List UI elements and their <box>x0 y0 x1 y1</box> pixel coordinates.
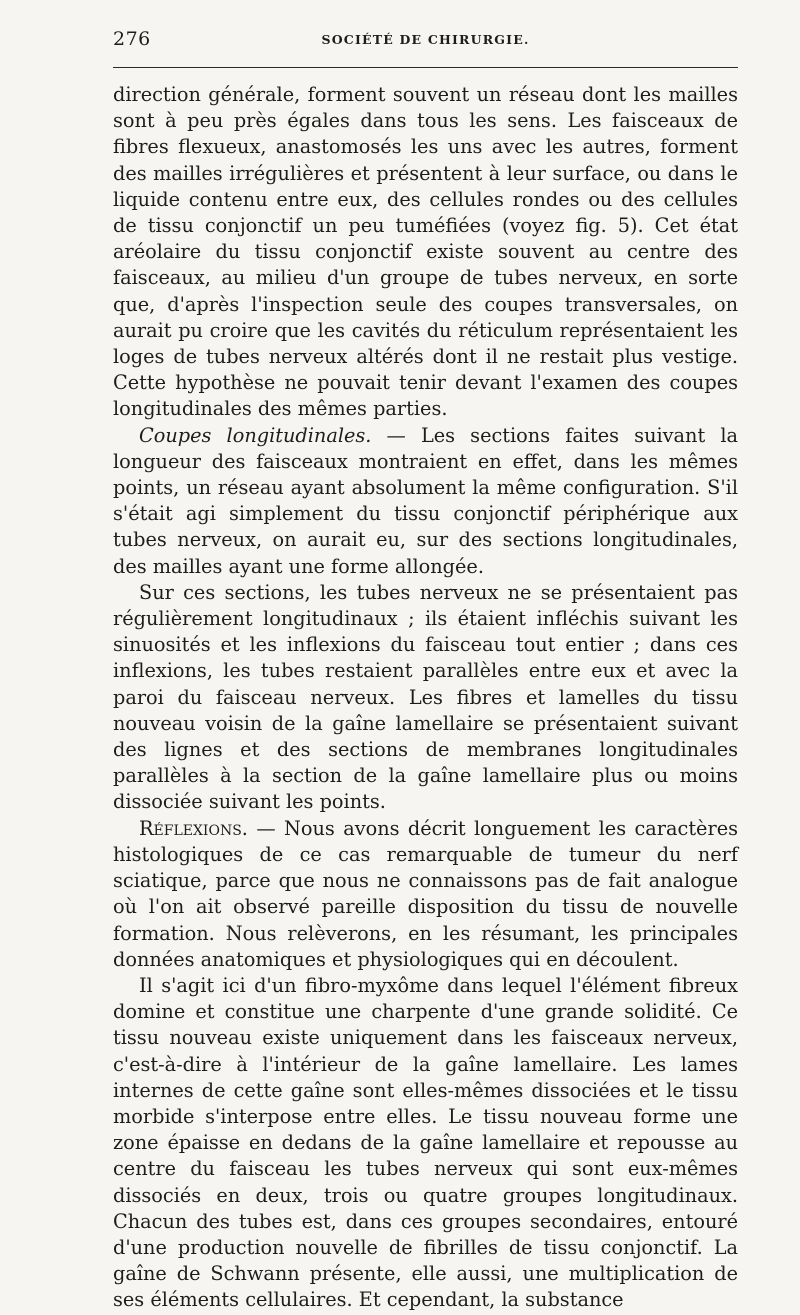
journal-title: SOCIÉTÉ DE CHIRURGIE. <box>321 32 530 47</box>
paragraph-text: — Les sections faites suivant la longueur des faisceaux montraient en effet, dans les mêmes points, un réseau ayant absolument la même configuration. S'il s'était agi simplement du tissu conjonctif périphérique aux tubes nerveux, on aurait eu, sur des sections longitudinales, des mailles ayant une forme allongée. <box>113 423 738 578</box>
paragraph-continuation <box>113 82 738 423</box>
paragraph-reflexions <box>113 816 738 973</box>
header-rule <box>113 67 738 68</box>
page <box>113 28 738 1314</box>
paragraph-text: Sur ces sections, les tubes nerveux ne se présentaient pas régulièrement longitudinaux ; ils étaient infléchis suivant les sinuosités et les inflexions du faisceau tout entier ; dans ces inflexions, les tubes restaient parallèles entre eux et avec la paroi du faisceau nerveux. Les fibres et lamelles du tissu nouveau voisin de la gaîne lamellaire se présentaient suivant des lignes et des sections de membranes longitudinales parallèles à la section de la gaîne lamellaire plus ou moins dissociée suivant les points. <box>113 580 738 814</box>
page-number: 276 <box>113 28 151 50</box>
paragraph-text: — Nous avons décrit longuement les caractères histologiques de ce cas remarquable de tumeur du nerf sciatique, parce que nous ne connaissons pas de fait analogue où l'on ait observé pareille disposition du tissu de nouvelle formation. Nous relèverons, en les résumant, les principales données anatomiques et physiologiques qui en découlent. <box>113 816 738 971</box>
section-heading-coupes-longitudinales: Coupes longitudinales. <box>139 423 372 447</box>
running-head <box>113 28 738 58</box>
paragraph-text: Il s'agit ici d'un fibro-myxôme dans lequel l'élément fibreux domine et constitue une charpente d'une grande solidité. Ce tissu nouveau existe uniquement dans les faisceaux nerveux, c'est-à-dire à l'intérieur de la gaîne lamellaire. Les lames internes de cette gaîne sont elles-mêmes dissociées et le tissu morbide s'interpose entre elles. Le tissu nouveau forme une zone épaisse en dedans de la gaîne lamellaire et repousse au centre du faisceau les tubes nerveux qui sont eux-mêmes dissociés en deux, trois ou quatre groupes longitudinaux. Chacun des tubes est, dans ces groupes secondaires, entouré d'une production nouvelle de fibrilles de tissu conjonctif. La gaîne de Schwann présente, elle aussi, une multiplication de ses éléments cellulaires. Et cependant, la substance <box>113 973 738 1312</box>
paragraph-sections <box>113 580 738 816</box>
body-text <box>113 82 738 1314</box>
section-heading-reflexions: Réflexions. <box>139 816 248 840</box>
paragraph-coupes-longitudinales <box>113 423 738 580</box>
paragraph-fibro-myxome <box>113 973 738 1314</box>
paragraph-text: direction générale, forment souvent un réseau dont les mailles sont à peu près égales dans tous les sens. Les faisceaux de fibres flexueux, anastomosés les uns avec les autres, forment des mailles irrégulières et présentent à leur surface, ou dans le liquide contenu entre eux, des cellules rondes ou des cellules de tissu conjonctif un peu tuméfiées (voyez fig. 5). Cet état aréolaire du tissu conjonctif existe souvent au centre des faisceaux, au milieu d'un groupe de tubes nerveux, en sorte que, d'après l'inspection seule des coupes transversales, on aurait pu croire que les cavités du réticulum représentaient les loges de tubes nerveux altérés dont il ne restait plus vestige. Cette hypothèse ne pouvait tenir devant l'examen des coupes longitudinales des mêmes parties. <box>113 83 738 421</box>
